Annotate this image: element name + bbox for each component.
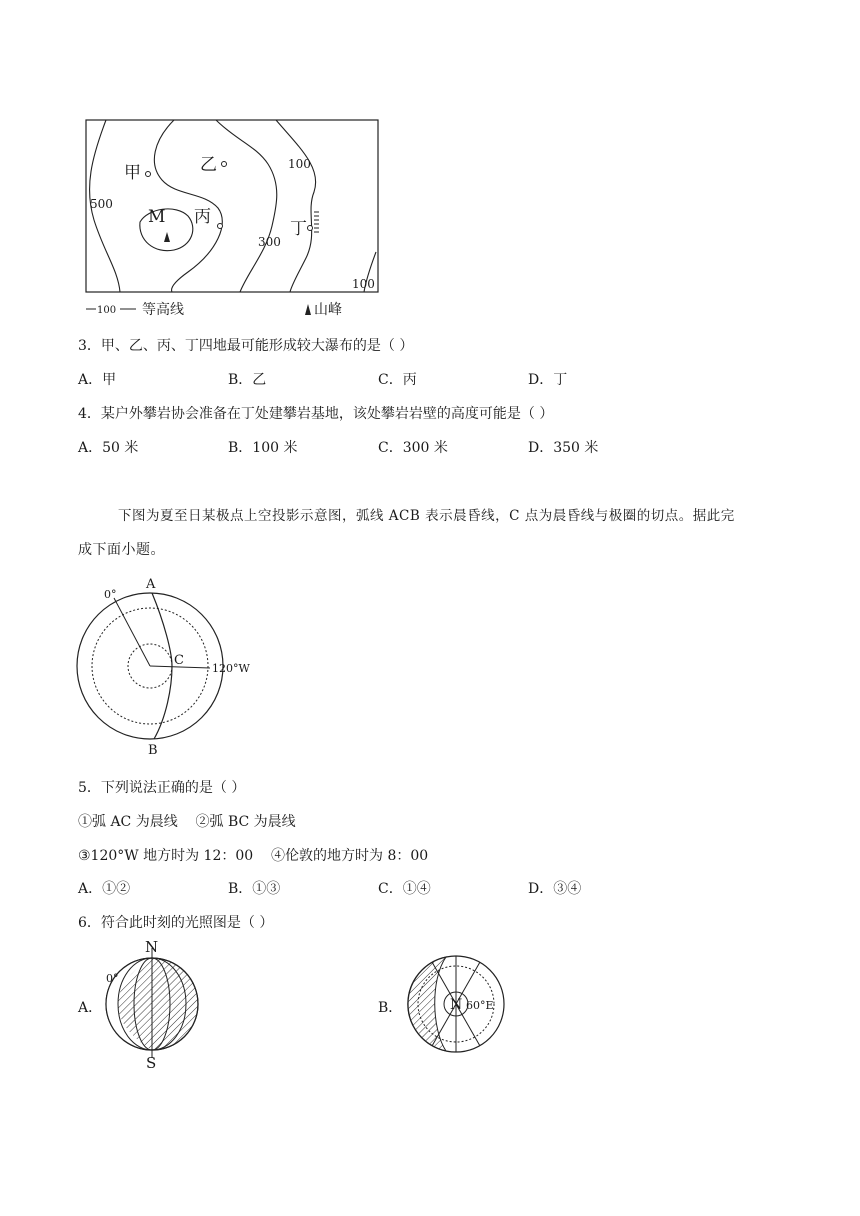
passage-line-2: 成下面小题。 <box>78 542 165 558</box>
polar-projection-figure <box>72 570 282 762</box>
legend-contour-sample: 100 <box>97 305 117 316</box>
q6-option-a-label: A． <box>78 1000 103 1016</box>
label-contour-100-top: 100 <box>288 157 311 171</box>
q4-option-a: A．50 米 <box>78 440 139 456</box>
q6-stem: 6．符合此时刻的光照图是（ ） <box>78 915 274 931</box>
q4-option-c: C．300 米 <box>378 440 448 456</box>
legend-peak-label: 山峰 <box>314 302 342 318</box>
label-jia: 甲 <box>124 163 141 183</box>
legend-contour-label: 等高线 <box>142 302 184 318</box>
globe-b-label-n: N <box>450 997 463 1013</box>
contour-line-2 <box>154 120 222 292</box>
label-contour-500: 500 <box>90 197 113 211</box>
map-frame <box>86 120 378 292</box>
q4-option-d: D．350 米 <box>528 440 599 456</box>
q3-option-d: D．丁 <box>528 372 568 388</box>
q5-option-d: D．③④ <box>528 881 582 897</box>
q4-stem: 4．某户外攀岩协会准备在丁处建攀岩基地，该处攀岩岩壁的高度可能是（ ） <box>78 406 554 422</box>
point-ding <box>308 226 313 231</box>
q6-figure-b <box>396 950 516 1058</box>
q3-option-a: A．甲 <box>78 372 117 388</box>
label-c: C <box>174 653 184 668</box>
label-a: A <box>146 577 156 592</box>
point-jia <box>146 172 151 177</box>
point-yi <box>222 162 227 167</box>
label-m: M <box>148 207 166 227</box>
q5-option-b: B．①③ <box>228 881 281 897</box>
globe-a-label-lon: 0° <box>106 972 119 985</box>
label-b: B <box>148 743 158 758</box>
contour-map <box>80 112 390 322</box>
meridian-0 <box>114 598 150 666</box>
label-bing: 丙 <box>194 207 211 227</box>
label-yi: 乙 <box>200 155 217 175</box>
q5-option-c: C．①④ <box>378 881 431 897</box>
q5-statements-1: ①弧 AC 为晨线 ②弧 BC 为晨线 <box>78 814 296 830</box>
globe-a-label-n: N <box>145 938 159 956</box>
q6-option-b-label: B． <box>378 1000 403 1016</box>
q3-option-b: B．乙 <box>228 372 267 388</box>
q6-figure-a <box>96 938 216 1070</box>
label-lon-0: 0° <box>104 588 117 601</box>
globe-b-label-lon: 60°E <box>466 999 494 1012</box>
q3-option-c: C．丙 <box>378 372 417 388</box>
peak-icon <box>164 232 170 242</box>
label-ding: 丁 <box>290 219 307 239</box>
q5-statements-2: ③120°W 地方时为 12：00 ④伦敦的地方时为 8：00 <box>78 848 429 864</box>
point-bing <box>218 224 223 229</box>
passage-line-1: 下图为夏至日某极点上空投影示意图，弧线 ACB 表示晨昏线，C 点为晨昏线与极圈的切点。据此完 <box>118 508 735 524</box>
q3-stem: 3．甲、乙、丙、丁四地最可能形成较大瀑布的是（ ） <box>78 338 414 354</box>
label-contour-300: 300 <box>258 235 281 249</box>
legend-peak-icon <box>305 304 311 315</box>
q5-option-a: A．①② <box>78 881 131 897</box>
cliff-hachures <box>314 212 319 232</box>
contour-100-line <box>276 120 316 292</box>
label-contour-100-corner: 100 <box>352 277 375 291</box>
globe-a-label-s: S <box>146 1054 157 1070</box>
q4-option-b: B．100 米 <box>228 440 298 456</box>
label-lon-120w: 120°W <box>212 662 250 675</box>
q5-stem: 5．下列说法正确的是（ ） <box>78 780 246 796</box>
contour-300-line <box>216 120 277 292</box>
